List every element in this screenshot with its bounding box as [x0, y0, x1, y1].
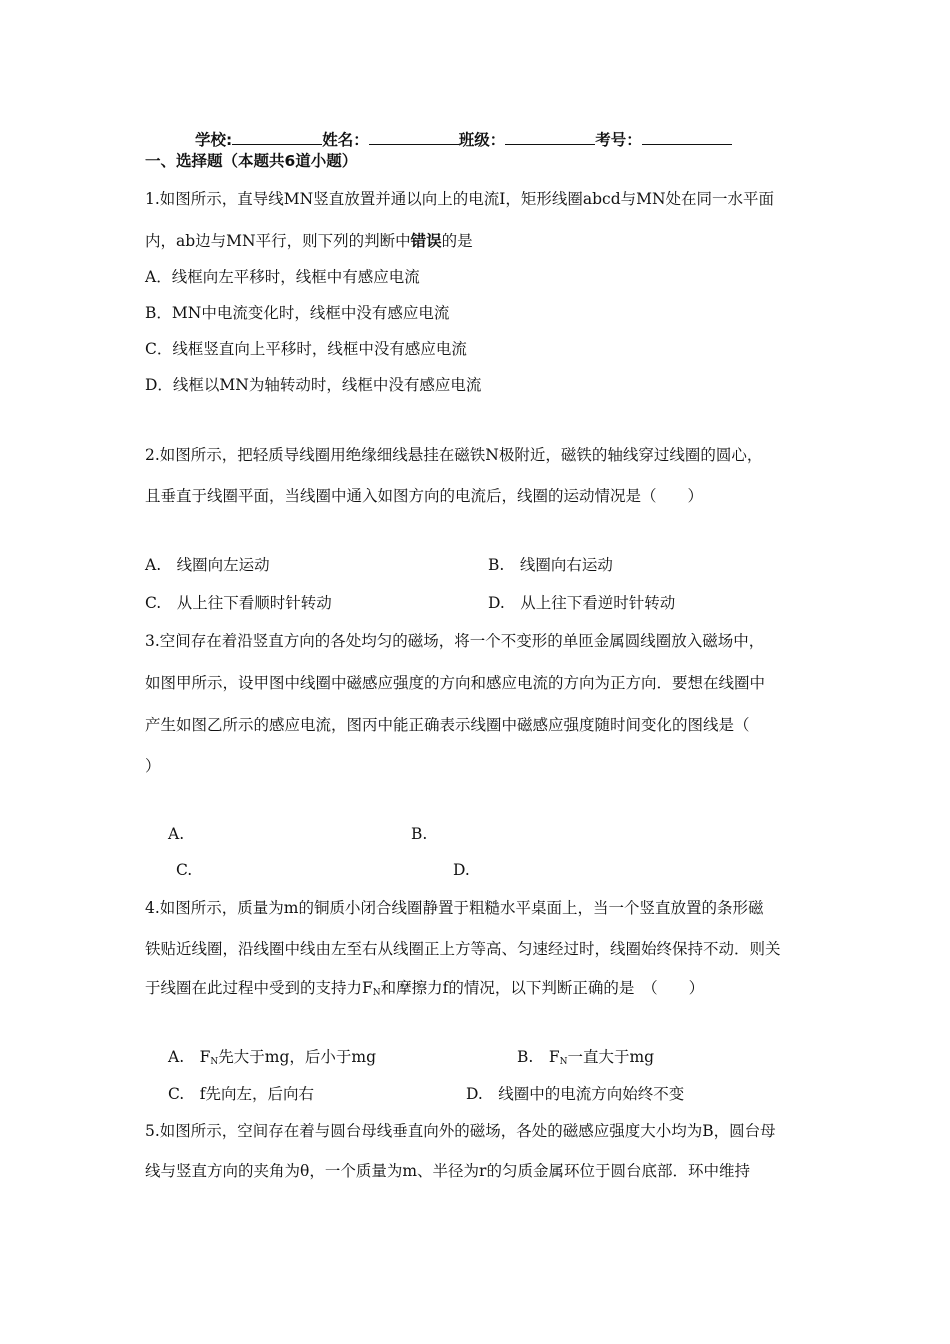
q1-stem-line1: 1.如图所示，直导线MN竖直放置并通以向上的电流I，矩形线圈abcd与MN处在同一水平面 [145, 190, 775, 208]
q1-option-c: C．线框竖直向上平移时，线框中没有感应电流 [145, 340, 467, 358]
q3-stem-line3: 产生如图乙所示的感应电流，图丙中能正确表示线圈中磁感应强度随时间变化的图线是（ [145, 716, 750, 734]
q4-stem-line3-a: 于线圈在此过程中受到的支持力F [145, 979, 373, 997]
exam-number-label: 考号： [595, 131, 642, 149]
q4-option-b-sub: N [559, 1057, 568, 1067]
class-label: 班级： [458, 131, 506, 149]
q4-option-a-sub: N [210, 1057, 219, 1067]
q3-option-d: D. [453, 861, 470, 879]
q4-subscript-n: N [372, 988, 381, 998]
q4-option-b-pre: B. F [517, 1048, 560, 1066]
q2-option-b: B. 线圈向右运动 [488, 556, 613, 574]
q1-emphasis: 错误 [410, 232, 442, 250]
q4-option-d: D. 线圈中的电流方向始终不变 [466, 1085, 685, 1103]
q2-stem-line1: 2.如图所示，把轻质导线圈用绝缘细线悬挂在磁铁N极附近，磁铁的轴线穿过线圈的圆心， [145, 446, 763, 464]
q4-option-b-post: 一直大于mg [567, 1048, 655, 1066]
school-blank[interactable] [232, 130, 322, 145]
q1-option-d: D．线框以MN为轴转动时，线框中没有感应电流 [145, 376, 482, 394]
q4-option-c: C. f先向左，后向右 [168, 1085, 314, 1103]
q3-option-a: A. [168, 825, 185, 843]
q3-option-b: B. [411, 825, 428, 843]
q3-stem-line1: 3.空间存在着沿竖直方向的各处均匀的磁场，将一个不变形的单匝金属圆线圈放入磁场中， [145, 632, 765, 650]
q4-option-a-post: 先大于mg，后小于mg [218, 1048, 377, 1066]
q4-stem-line3-b: 和摩擦力f的情况，以下判断正确的是 （ ） [380, 979, 705, 997]
q4-option-a [168, 1047, 376, 1072]
q4-option-a-pre: A. F [168, 1048, 211, 1066]
q2-stem-line2: 且垂直于线圈平面，当线圈中通入如图方向的电流后，线圈的运动情况是（ ） [145, 487, 704, 505]
q3-stem-line2: 如图甲所示，设甲图中线圈中磁感应强度的方向和感应电流的方向为正方向．要想在线圈中 [145, 674, 766, 692]
section-title: 一、选择题（本题共6道小题） [145, 152, 358, 170]
q4-stem-line1: 4.如图所示，质量为m的铜质小闭合线圈静置于粗糙水平桌面上，当一个竖直放置的条形磁 [145, 899, 764, 917]
q1-stem-line2-a: 内，ab边与MN平行，则下列的判断中 [145, 232, 411, 250]
q4-stem-line2: 铁贴近线圈，沿线圈中线由左至右从线圈正上方等高、匀速经过时，线圈始终保持不动．则关 [145, 940, 781, 958]
q2-option-c: C. 从上往下看顺时针转动 [145, 594, 332, 612]
name-blank[interactable] [369, 130, 459, 145]
school-label: 学校: [195, 131, 233, 149]
q5-stem-line1: 5.如图所示，空间存在着与圆台母线垂直向外的磁场，各处的磁感应强度大小均为B，圆台母 [145, 1122, 776, 1140]
q5-stem-line2: 线与竖直方向的夹角为θ，一个质量为m、半径为r的匀质金属环位于圆台底部．环中维持 [145, 1162, 750, 1180]
q2-option-d: D. 从上往下看逆时针转动 [488, 594, 676, 612]
q3-stem-line4: ） [145, 757, 161, 775]
student-info-header [195, 128, 732, 150]
q1-stem-line2 [145, 231, 473, 251]
q4-stem-line3 [145, 978, 704, 1003]
q1-option-b: B．MN中电流变化时，线框中没有感应电流 [145, 304, 450, 322]
name-label: 姓名： [322, 131, 369, 149]
class-blank[interactable] [505, 130, 595, 145]
q1-stem-line2-b: 的是 [441, 232, 473, 250]
q2-option-a: A. 线圈向左运动 [145, 556, 270, 574]
q1-option-a: A．线框向左平移时，线框中有感应电流 [145, 268, 420, 286]
exam-number-blank[interactable] [642, 130, 732, 145]
q4-option-b [517, 1047, 654, 1072]
q3-option-c: C. [176, 861, 193, 879]
